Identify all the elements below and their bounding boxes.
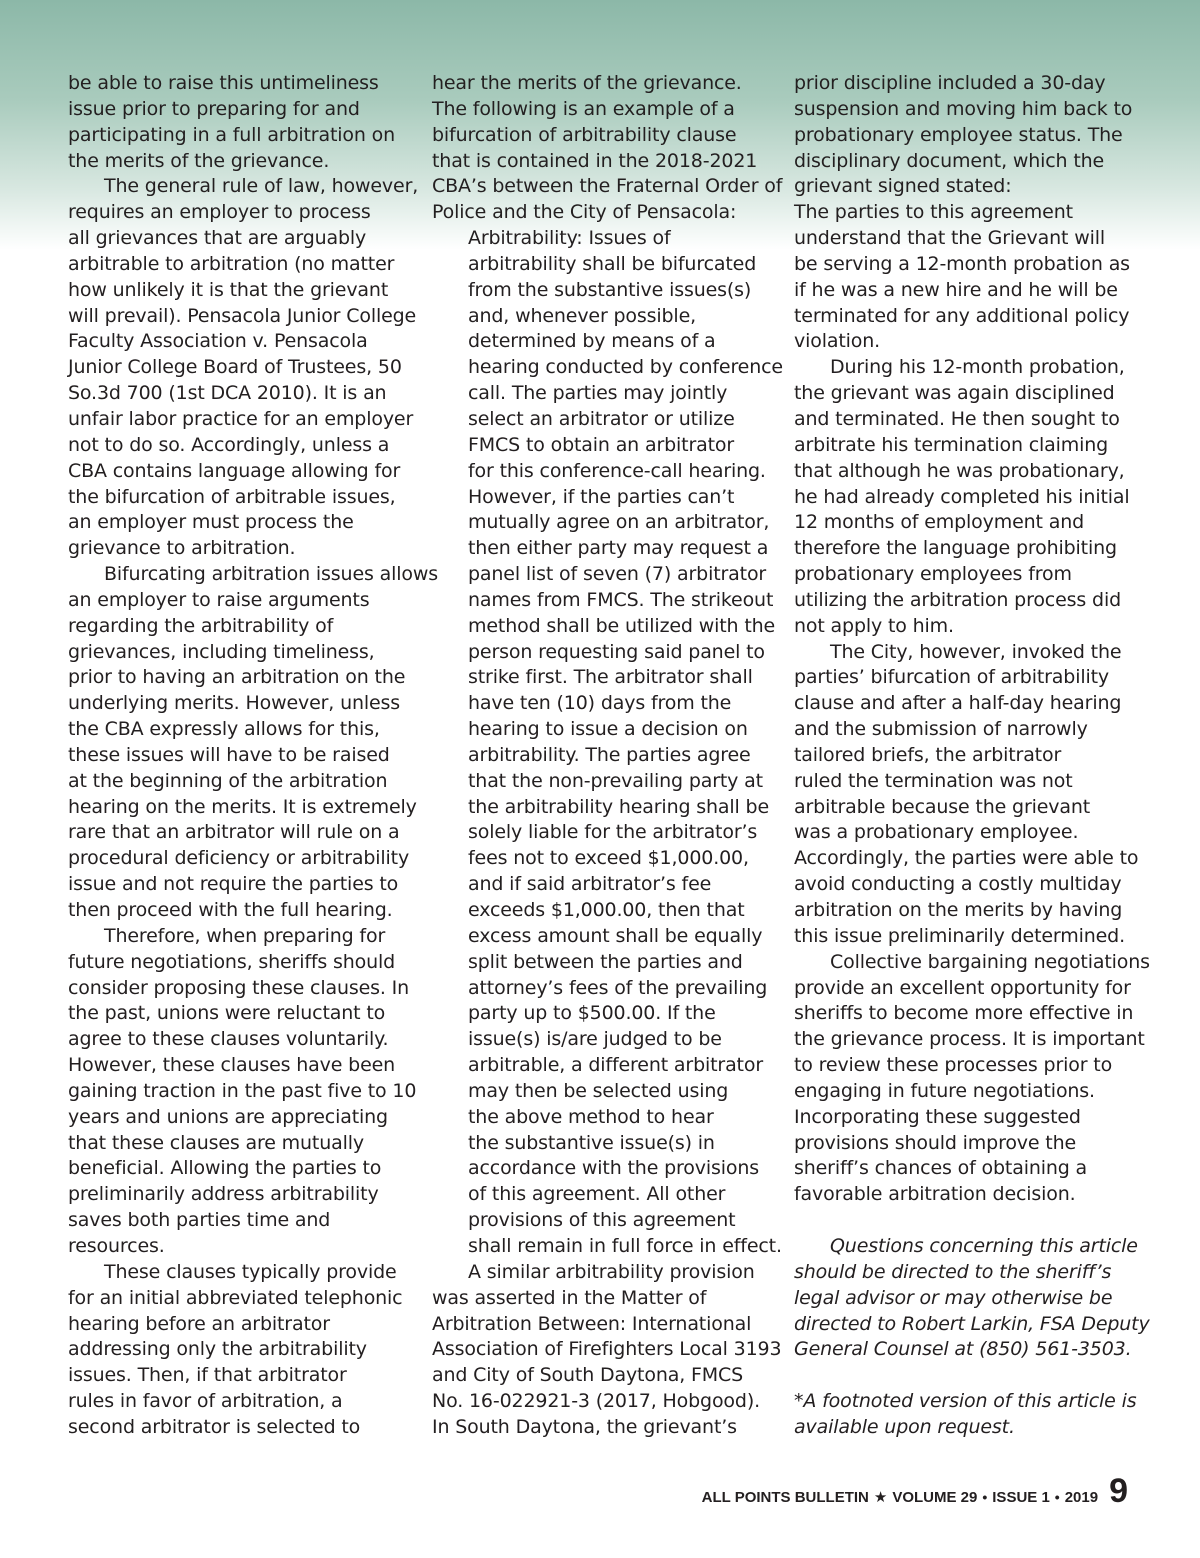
text-line: understand that the Grievant will — [794, 227, 1105, 250]
text-line: future negotiations, sheriffs should — [68, 950, 396, 973]
text-line: the CBA expressly allows for this, — [68, 718, 380, 741]
volume-label: VOLUME 29 — [892, 1489, 978, 1506]
text-line: saves both parties time and — [68, 1209, 331, 1232]
text-line: sheriff’s chances of obtaining a — [794, 1157, 1088, 1180]
text-line: Therefore, when preparing for — [104, 924, 386, 947]
text-line: will prevail). Pensacola Junior College — [68, 304, 417, 327]
text-line: addressing only the arbitrability — [68, 1338, 367, 1361]
text-line: split between the parties and — [468, 950, 743, 973]
text-line: not to do so. Accordingly, unless a — [68, 433, 390, 456]
article-column-1 — [68, 71, 438, 1441]
text-line: years and unions are appreciating — [68, 1105, 388, 1128]
text-line: select an arbitrator or utilize — [468, 407, 735, 430]
text-line: the above method to hear — [468, 1105, 714, 1128]
year-label: 2019 — [1064, 1489, 1099, 1506]
text-line: utilizing the arbitration process did — [794, 588, 1121, 611]
text-line: the substantive issue(s) in — [468, 1131, 715, 1154]
page-footer — [702, 1472, 1128, 1511]
text-line: However, if the parties can’t — [468, 485, 735, 508]
text-line: he had already completed his initial — [794, 485, 1130, 508]
text-line: ruled the termination was not — [794, 769, 1073, 792]
text-line: fees not to exceed $1,000.00, — [468, 847, 749, 870]
text-line: arbitrability shall be bifurcated — [468, 252, 757, 275]
text-line: unfair labor practice for an employer — [68, 407, 414, 430]
text-line: names from FMCS. The strikeout — [468, 588, 774, 611]
text-line: was a probationary employee. — [794, 821, 1079, 844]
text-line: These clauses typically provide — [104, 1260, 397, 1283]
text-line: Faculty Association v. Pensacola — [68, 330, 368, 353]
text-line: hearing conducted by conference — [468, 356, 783, 379]
text-line: provide an excellent opportunity for — [794, 976, 1131, 999]
text-line: solely liable for the arbitrator’s — [468, 821, 758, 844]
text-line: Collective bargaining negotiations — [830, 950, 1150, 973]
text-line: the arbitrability hearing shall be — [468, 795, 769, 818]
text-line: that these clauses are mutually — [68, 1131, 364, 1154]
text-line: beneficial. Allowing the parties to — [68, 1157, 382, 1180]
text-line: agree to these clauses voluntarily. — [68, 1028, 389, 1051]
text-line: provisions of this agreement — [468, 1209, 736, 1232]
text-line: the merits of the grievance. — [68, 149, 330, 172]
text-line: and City of South Daytona, FMCS — [432, 1364, 744, 1387]
text-line: not apply to him. — [794, 614, 954, 637]
publication-name: ALL POINTS BULLETIN — [701, 1489, 869, 1506]
text-line: exceeds $1,000.00, then that — [468, 899, 745, 921]
text-line: resources. — [68, 1234, 165, 1257]
text-line: person requesting said panel to — [468, 640, 765, 663]
text-line: arbitrability. The parties agree — [468, 743, 751, 766]
text-line: be able to raise this untimeliness — [68, 72, 379, 94]
text-line: Questions concerning this article — [830, 1234, 1138, 1257]
text-line: participating in a full arbitration on — [68, 123, 396, 146]
text-line: disciplinary document, which the — [794, 149, 1105, 172]
text-line: prior to having an arbitration on the — [68, 666, 406, 689]
text-line: an employer must process the — [68, 511, 354, 534]
text-line: issue and not require the parties to — [68, 873, 399, 896]
text-line: arbitrable, a different arbitrator — [468, 1054, 763, 1077]
text-line: for an initial abbreviated telephonic — [68, 1286, 403, 1309]
text-line: have ten (10) days from the — [468, 692, 732, 715]
separator-dot: • — [982, 1489, 988, 1505]
text-line: then proceed with the full hearing. — [68, 899, 393, 921]
text-line: arbitrate his termination claiming — [794, 433, 1109, 456]
text-line: Police and the City of Pensacola: — [432, 201, 737, 224]
text-line: CBA contains language allowing for — [68, 459, 401, 482]
text-line: grievance to arbitration. — [68, 537, 296, 560]
text-line: So.3d 700 (1st DCA 2010). It is an — [68, 382, 387, 405]
text-line: excess amount shall be equally — [468, 924, 763, 947]
text-line: CBA’s between the Fraternal Order of — [432, 175, 783, 198]
text-line: In South Daytona, the grievant’s — [432, 1415, 737, 1438]
text-line: how unlikely it is that the grievant — [68, 278, 389, 301]
text-line: Incorporating these suggested — [794, 1105, 1081, 1128]
text-line: the grievance process. It is important — [794, 1028, 1145, 1051]
text-line: be serving a 12-month probation as — [794, 252, 1130, 275]
text-line: Bifurcating arbitration issues allows — [104, 563, 438, 586]
text-line: grievant signed stated: — [794, 175, 1012, 198]
text-line: issue(s) is/are judged to be — [468, 1028, 722, 1051]
star-icon: ★ — [873, 1489, 888, 1506]
text-line: engaging in future negotiations. — [794, 1079, 1095, 1102]
text-line: procedural deficiency or arbitrability — [68, 847, 410, 870]
text-line: and if said arbitrator’s fee — [468, 873, 712, 896]
text-line: hearing on the merits. It is extremely — [68, 795, 417, 818]
text-line: an employer to raise arguments — [68, 588, 370, 611]
paragraph-gap — [794, 1363, 1139, 1389]
text-line: legal advisor or may otherwise be — [794, 1286, 1113, 1309]
text-line: The parties to this agreement — [794, 201, 1073, 224]
text-line: FMCS to obtain an arbitrator — [468, 433, 735, 456]
article-column-3 — [794, 71, 1150, 1441]
text-line: The general rule of law, however, — [104, 175, 419, 198]
text-line: call. The parties may jointly — [468, 382, 728, 405]
text-line: suspension and moving him back to — [794, 97, 1133, 120]
text-line: should be directed to the sheriff’s — [794, 1260, 1112, 1283]
text-line: to review these processes prior to — [794, 1054, 1113, 1077]
text-line: parties’ bifurcation of arbitrability — [794, 666, 1109, 689]
text-line: at the beginning of the arbitration — [68, 769, 388, 792]
text-line: Arbitration Between: International — [432, 1312, 752, 1335]
text-line: During his 12-month probation, — [830, 356, 1125, 379]
text-line: sheriffs to become more effective in — [794, 1002, 1134, 1025]
text-line: attorney’s fees of the prevailing — [468, 976, 768, 999]
text-line: rules in favor of arbitration, a — [68, 1390, 343, 1413]
text-line: determined by means of a — [468, 330, 716, 353]
text-line: of this agreement. All other — [468, 1183, 726, 1206]
text-line: hear the merits of the grievance. — [432, 72, 742, 94]
text-line: mutually agree on an arbitrator, — [468, 511, 770, 534]
text-line: tailored briefs, the arbitrator — [794, 743, 1062, 766]
text-line: General Counsel at (850) 561-3503. — [794, 1338, 1132, 1361]
text-line: the past, unions were reluctant to — [68, 1002, 386, 1025]
text-line: from the substantive issues(s) — [468, 278, 752, 301]
text-line: 12 months of employment and — [794, 511, 1085, 534]
text-line: The City, however, invoked the — [830, 640, 1122, 663]
text-line: that the non-prevailing party at — [468, 769, 763, 792]
text-line: and the submission of narrowly — [794, 718, 1088, 741]
text-line: available upon request. — [794, 1415, 1015, 1438]
text-line: consider proposing these clauses. In — [68, 976, 410, 999]
text-line: underlying merits. However, unless — [68, 692, 401, 715]
text-line: terminated for any additional policy — [794, 304, 1130, 327]
text-line: regarding the arbitrability of — [68, 614, 334, 637]
text-line: strike first. The arbitrator shall — [468, 666, 753, 689]
text-line: A similar arbitrability provision — [468, 1260, 755, 1283]
text-line: method shall be utilized with the — [468, 614, 776, 637]
separator-dot: • — [1054, 1489, 1060, 1505]
text-line: arbitrable because the grievant — [794, 795, 1091, 818]
text-line: that although he was probationary, — [794, 459, 1125, 482]
text-line: may then be selected using — [468, 1079, 729, 1102]
text-line: the bifurcation of arbitrable issues, — [68, 485, 396, 508]
text-line: probationary employees from — [794, 563, 1072, 586]
text-line: gaining traction in the past five to 10 — [68, 1079, 417, 1102]
text-line: No. 16-022921-3 (2017, Hobgood). — [432, 1390, 760, 1413]
issue-label: ISSUE 1 — [992, 1489, 1050, 1506]
text-line: violation. — [794, 330, 881, 353]
text-line: *A footnoted version of this article is — [794, 1390, 1137, 1413]
text-line: then either party may request a — [468, 537, 769, 560]
text-line: provisions should improve the — [794, 1131, 1077, 1154]
text-line: and, whenever possible, — [468, 304, 696, 327]
text-line: the grievant was again disciplined — [794, 382, 1115, 405]
text-line: rare that an arbitrator will rule on a — [68, 821, 400, 844]
text-line: However, these clauses have been — [68, 1054, 396, 1077]
text-line: Arbitrability: Issues of — [468, 227, 671, 250]
text-line: these issues will have to be raised — [68, 743, 390, 766]
text-line: probationary employee status. The — [794, 123, 1123, 146]
text-line: therefore the language prohibiting — [794, 537, 1117, 560]
text-line: directed to Robert Larkin, FSA Deputy — [794, 1312, 1150, 1335]
text-line: arbitration on the merits by having — [794, 899, 1123, 921]
text-line: grievances, including timeliness, — [68, 640, 375, 663]
text-line: all grievances that are arguably — [68, 227, 367, 250]
text-line: this issue preliminarily determined. — [794, 924, 1125, 947]
text-line: accordance with the provisions — [468, 1157, 759, 1180]
text-line: The following is an example of a — [432, 97, 735, 120]
text-line: that is contained in the 2018-2021 — [432, 149, 758, 172]
text-line: avoid conducting a costly multiday — [794, 873, 1122, 896]
text-line: clause and after a half-day hearing — [794, 692, 1122, 715]
text-line: was asserted in the Matter of — [432, 1286, 707, 1309]
text-line: issues. Then, if that arbitrator — [68, 1364, 347, 1387]
text-line: arbitrable to arbitration (no matter — [68, 252, 395, 275]
text-line: issue prior to preparing for and — [68, 97, 360, 120]
text-line: bifurcation of arbitrability clause — [432, 123, 737, 146]
text-line: shall remain in full force in effect. — [468, 1234, 782, 1257]
text-line: requires an employer to process — [68, 201, 371, 224]
text-line: panel list of seven (7) arbitrator — [468, 563, 767, 586]
text-line: if he was a new hire and he will be — [794, 278, 1118, 301]
text-line: preliminarily address arbitrability — [68, 1183, 379, 1206]
text-line: Accordingly, the parties were able to — [794, 847, 1139, 870]
text-line: for this conference-call hearing. — [468, 459, 766, 482]
text-line: prior discipline included a 30-day — [794, 72, 1106, 94]
text-line: and terminated. He then sought to — [794, 407, 1120, 430]
article-column-2 — [432, 71, 783, 1441]
text-line: party up to $500.00. If the — [468, 1002, 716, 1025]
text-line: favorable arbitration decision. — [794, 1183, 1076, 1206]
paragraph-gap — [794, 1208, 1139, 1234]
text-line: Association of Firefighters Local 3193 — [432, 1338, 782, 1361]
text-line: Junior College Board of Trustees, 50 — [68, 356, 402, 379]
text-line: hearing to issue a decision on — [468, 718, 748, 741]
text-line: second arbitrator is selected to — [68, 1415, 361, 1438]
page-number: 9 — [1109, 1472, 1128, 1510]
text-line: hearing before an arbitrator — [68, 1312, 330, 1335]
